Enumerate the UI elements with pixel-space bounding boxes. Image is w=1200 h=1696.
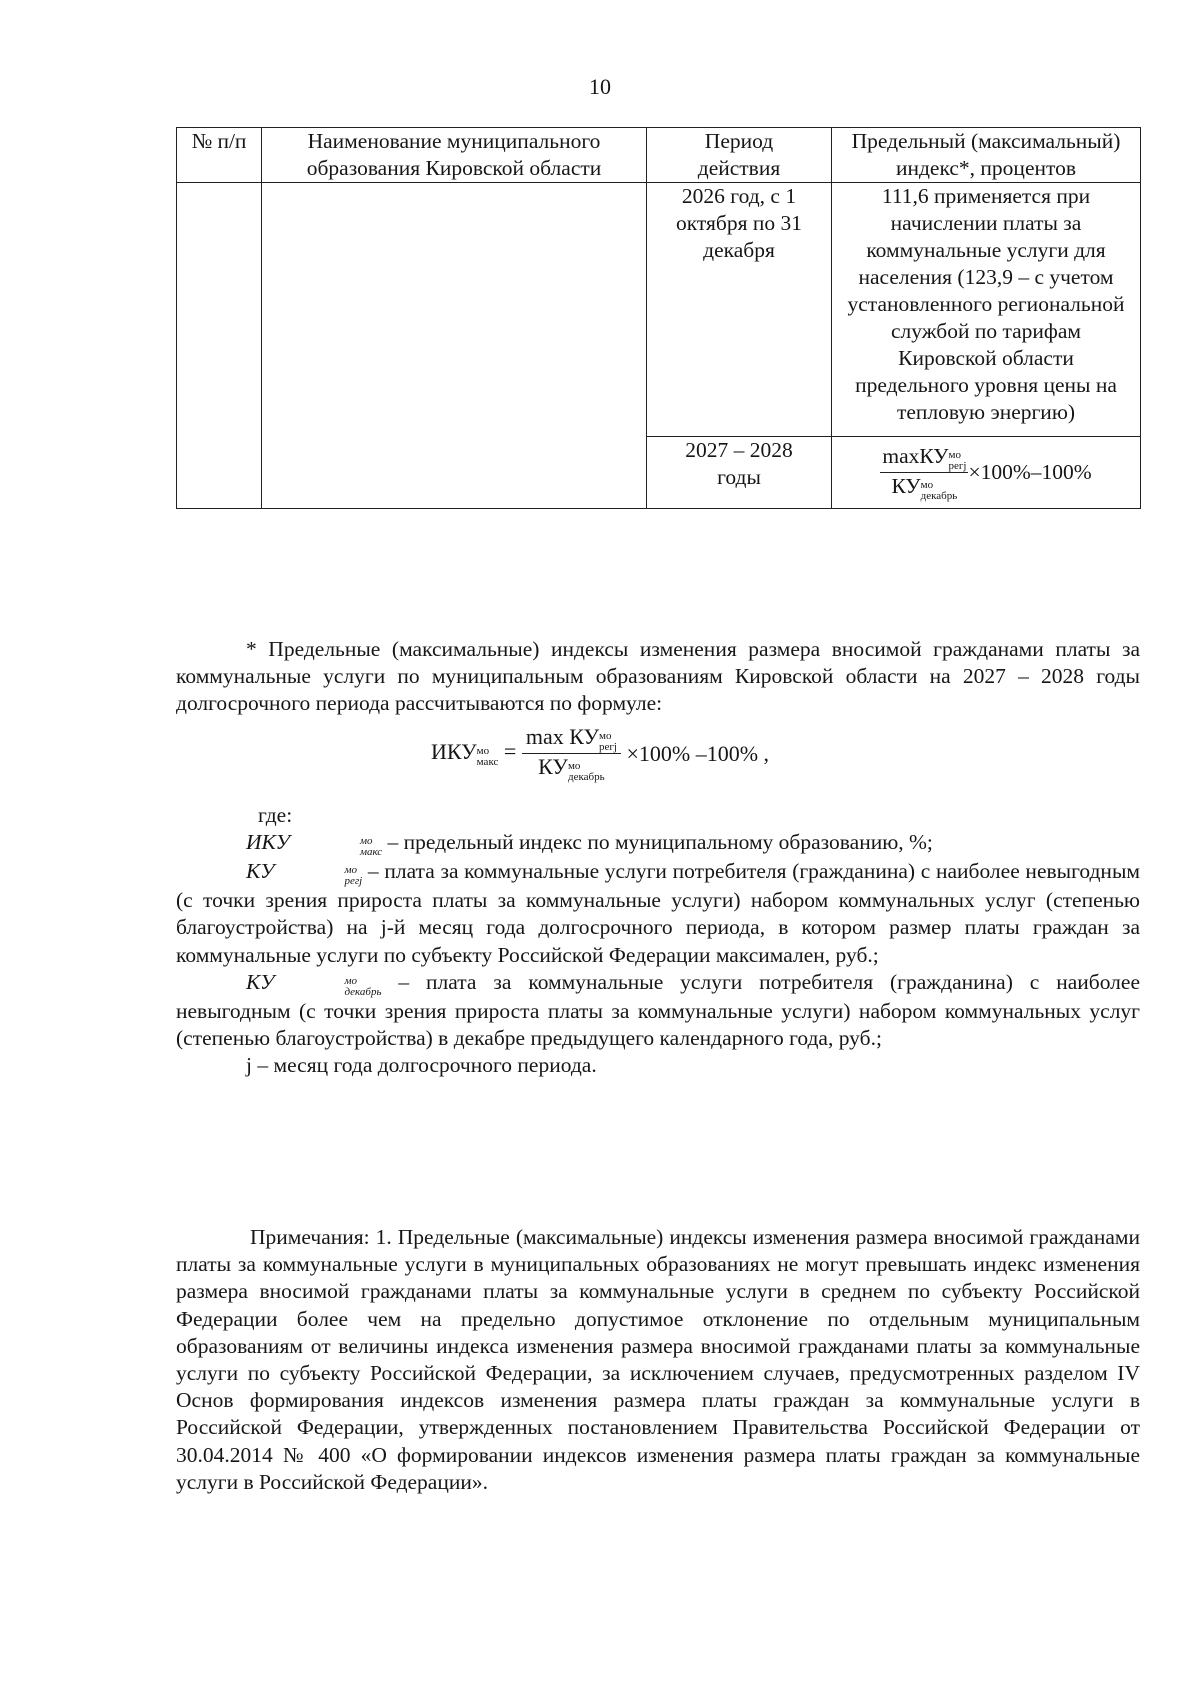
page-number: 10 <box>589 74 611 99</box>
cell-index-formula <box>832 437 1141 509</box>
formula-equals: = <box>503 738 517 764</box>
formula-lhs: ИКУ мо макс <box>430 739 499 768</box>
table-formula-numerator: maxКУ мо регj <box>882 444 967 472</box>
formula-denominator: КУ мо декабрь <box>538 754 605 783</box>
table-formula-denominator: КУ мо декабрь <box>891 474 958 502</box>
notes-text: Примечания: 1. Предельные (максимальные) индексы изменения размера вносимой гражданами платы за коммунальные услуги в муниципальных образованиях не могут превышать индекс изменения размера вносимой гражданами платы за коммунальные услуги в среднем по субъекту Российской Федерации более чем на предельно допустимое отклонение по отдельным муниципальным образованиям от величины индекса изменения размера вносимой гражданами платы за коммунальные услуги по субъекту Российской Федерации, за исключением случаев, предусмотренных разделом IV Основ формирования индексов изменения размера платы граждан за коммунальные услуги в Российской Федерации, утвержденных постановлением Правительства Российской Федерации от 30.04.2014 № 400 «О формировании индексов изменения размера платы граждан за коммунальные услуги в Российской Федерации». <box>176 1225 1140 1494</box>
definition-j: j – месяц года долгосрочного периода. <box>246 1053 597 1078</box>
header-number: № п/п <box>177 128 262 183</box>
header-municipality: Наименование муниципального образования Кировской области <box>262 128 647 183</box>
definition-item: ИКУ мо макс – предельный индекс по муниципальному образованию, %; <box>246 830 933 859</box>
cell-municipality <box>262 183 647 509</box>
header-index: Предельный (максимальный) индекс*, процентов <box>832 128 1141 183</box>
cell-index-2026: 111,6 применяется при начислении платы за коммунальные услуги для населения (123,9 – с учетом установленного региональной службой по тарифам Кировской области предельного уровня цены на тепловую энергию) <box>832 183 1141 437</box>
table-formula-tail: ×100%–100% <box>968 460 1092 484</box>
definition-item: КУ мо регj – плата за коммунальные услуги потребителя (гражданина) с наиболее невыгодным (с точки зрения прироста платы за коммунальные услуги) набором коммунальных услуг (степенью благоустройства) на j-й месяц года долгосрочного периода, в котором размер платы граждан за коммунальные услуги по субъекту Российской Федерации максимален, руб.; <box>176 859 1140 967</box>
table-row <box>177 183 1141 437</box>
footnote-text: * Предельные (максимальные) индексы изменения размера вносимой гражданами платы за коммунальные услуги по муниципальным образованиям Кировской области на 2027 – 2028 годы долгосрочного периода рассчитываются по формуле: <box>176 636 1140 715</box>
cell-period-2027-2028: 2027 – 2028 годы <box>647 437 832 509</box>
definitions <box>176 802 1140 1079</box>
index-table <box>176 127 1141 509</box>
index-formula <box>0 724 1200 783</box>
header-period: Период действия <box>647 128 832 183</box>
formula-tail: ×100% –100% , <box>626 740 770 766</box>
formula-fraction <box>522 724 621 783</box>
cell-number <box>177 183 262 509</box>
notes <box>176 1224 1140 1496</box>
cell-period-2026: 2026 год, с 1 октября по 31 декабря <box>647 183 832 437</box>
formula-numerator: max КУ мо регj <box>522 724 621 754</box>
table-formula-fraction <box>880 443 968 502</box>
table-header-row <box>177 128 1141 183</box>
footnote <box>176 614 1140 739</box>
definitions-intro: где: <box>258 803 293 827</box>
definition-item: КУ мо декабрь – плата за коммунальные услуги потребителя (гражданина) с наиболее невыгодным (с точки зрения прироста платы за коммунальные услуги) набором коммунальных услуг (степенью благоустройства) в декабре предыдущего календарного года, руб.; <box>176 969 1140 1051</box>
